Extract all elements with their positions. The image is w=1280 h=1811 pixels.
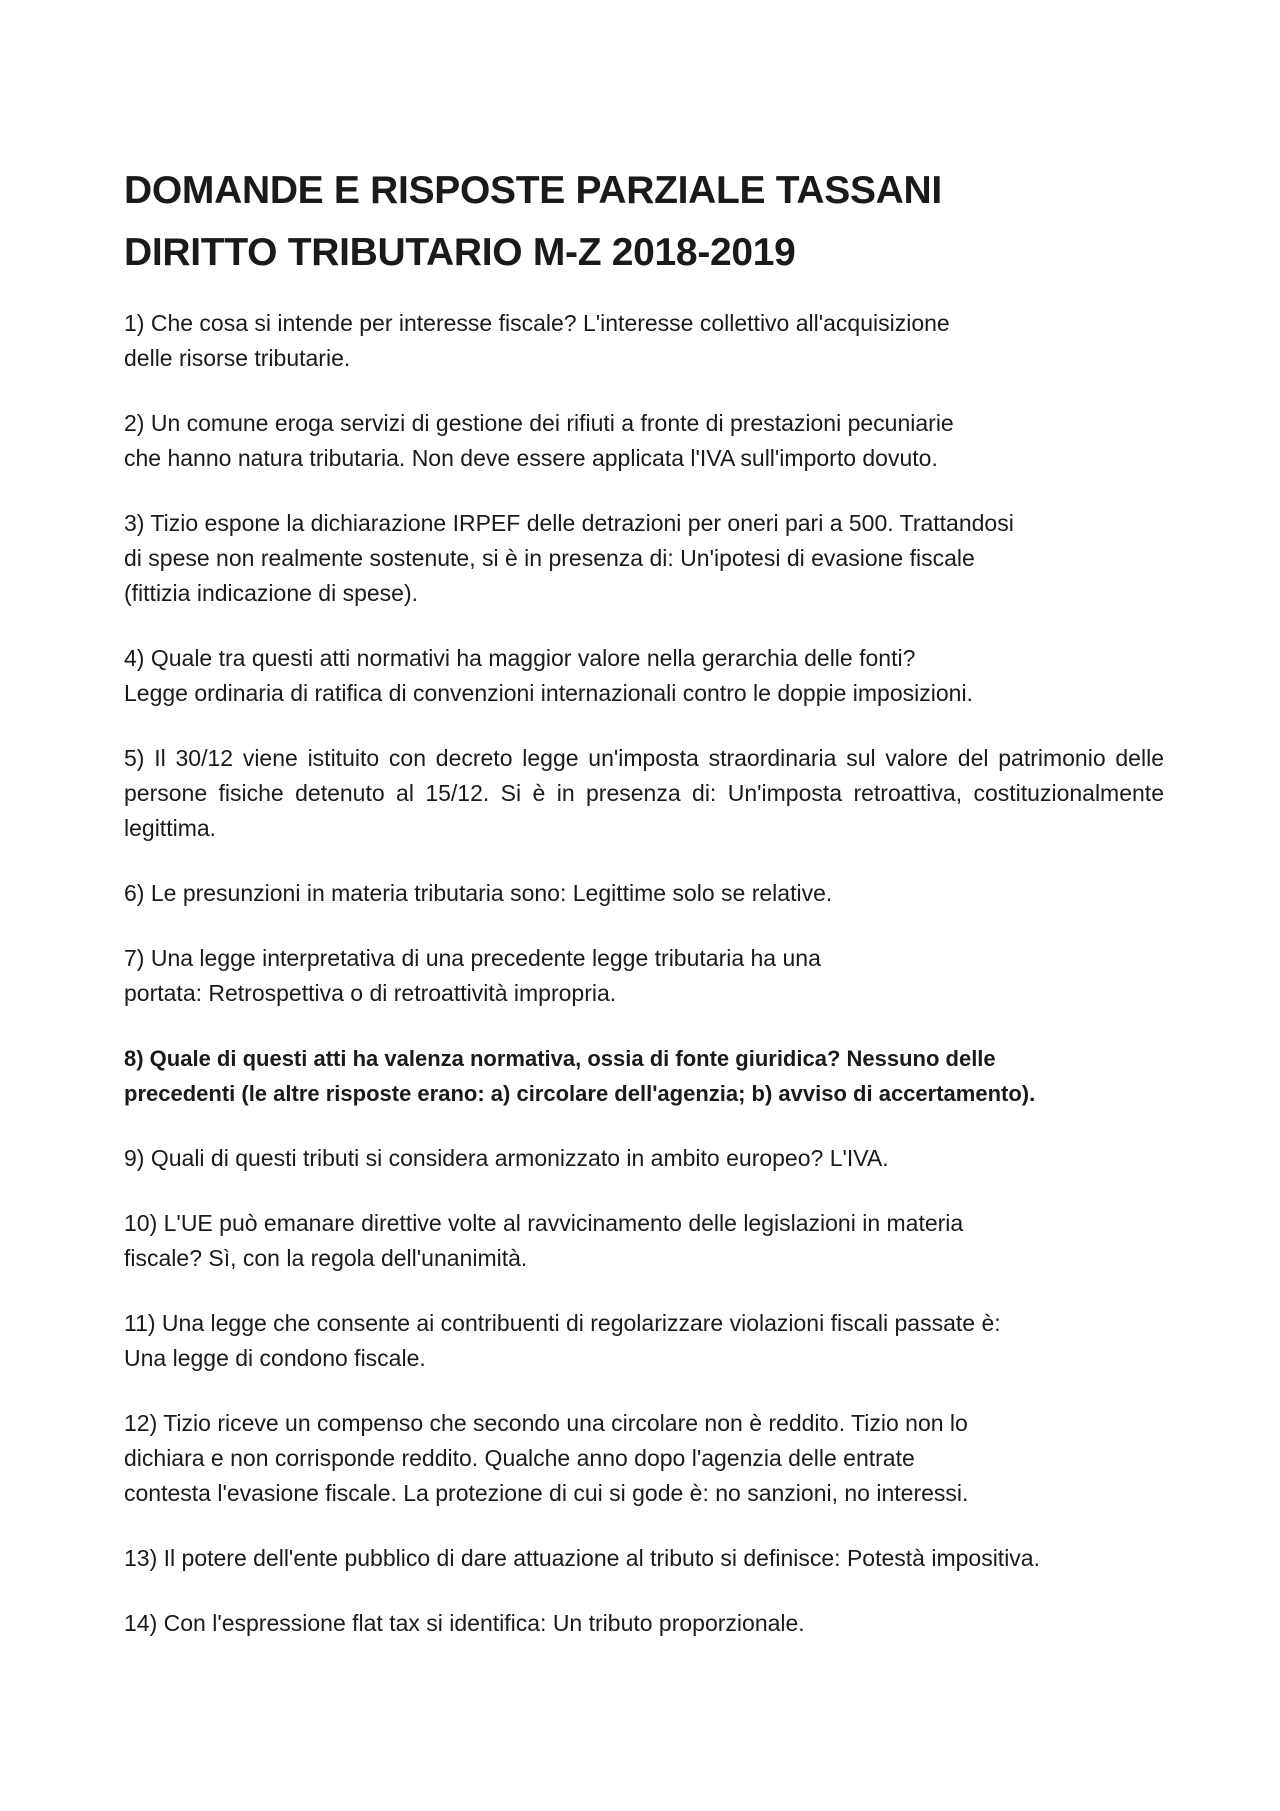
qa-item-3: 3) Tizio espone la dichiarazione IRPEF delle detrazioni per oneri pari a 500. Trattandosi di spese non realmente sostenute, si è in presenza di: Un'ipotesi di evasione fiscale (fittizia indicazione di spese). (124, 510, 1014, 606)
qa-item-8: 8) Quale di questi atti ha valenza normativa, ossia di fonte giuridica? Nessuno delle precedenti (le altre risposte erano: a) circolare dell'agenzia; b) avviso di accertamento). (124, 1046, 1036, 1106)
qa-item-5: 5) Il 30/12 viene istituito con decreto legge un'imposta straordinaria sul valore del patrimonio delle persone fisiche detenuto al 15/12. Si è in presenza di: Un'imposta retroattiva, costituzionalmente legittima. (124, 745, 1164, 841)
qa-item-13: 13) Il potere dell'ente pubblico di dare attuazione al tributo si definisce: Potestà impositiva. (124, 1545, 1040, 1571)
qa-item-2: 2) Un comune eroga servizi di gestione dei rifiuti a fronte di prestazioni pecuniarie che hanno natura tributaria. Non deve essere applicata l'IVA sull'importo dovuto. (124, 410, 954, 471)
qa-item-10: 10) L'UE può emanare direttive volte al ravvicinamento delle legislazioni in materia fiscale? Sì, con la regola dell'unanimità. (124, 1210, 964, 1271)
qa-item-6: 6) Le presunzioni in materia tributaria sono: Legittime solo se relative. (124, 880, 833, 906)
qa-item-4: 4) Quale tra questi atti normativi ha maggior valore nella gerarchia delle fonti? Legge ordinaria di ratifica di convenzioni internazionali contro le doppie imposizioni. (124, 645, 973, 706)
qa-item-14: 14) Con l'espressione flat tax si identifica: Un tributo proporzionale. (124, 1610, 805, 1636)
qa-item-7: 7) Una legge interpretativa di una precedente legge tributaria ha una portata: Retrospettiva o di retroattività impropria. (124, 945, 821, 1006)
qa-item-12: 12) Tizio riceve un compenso che secondo una circolare non è reddito. Tizio non lo dichiara e non corrisponde reddito. Qualche anno dopo l'agenzia delle entrate contesta l'evasione fiscale. La protezione di cui si gode è: no sanzioni, no interessi. (124, 1410, 969, 1506)
qa-item-11: 11) Una legge che consente ai contribuenti di regolarizzare violazioni fiscali passate è: Una legge di condono fiscale. (124, 1310, 1001, 1371)
qa-list (124, 306, 1164, 1641)
qa-item-9: 9) Quali di questi tributi si considera armonizzato in ambito europeo? L'IVA. (124, 1145, 889, 1171)
document-title: DOMANDE E RISPOSTE PARZIALE TASSANI DIRITTO TRIBUTARIO M-Z 2018-2019 (124, 169, 942, 274)
qa-item-1: 1) Che cosa si intende per interesse fiscale? L'interesse collettivo all'acquisizione delle risorse tributarie. (124, 310, 950, 371)
document-page (124, 160, 1164, 1671)
